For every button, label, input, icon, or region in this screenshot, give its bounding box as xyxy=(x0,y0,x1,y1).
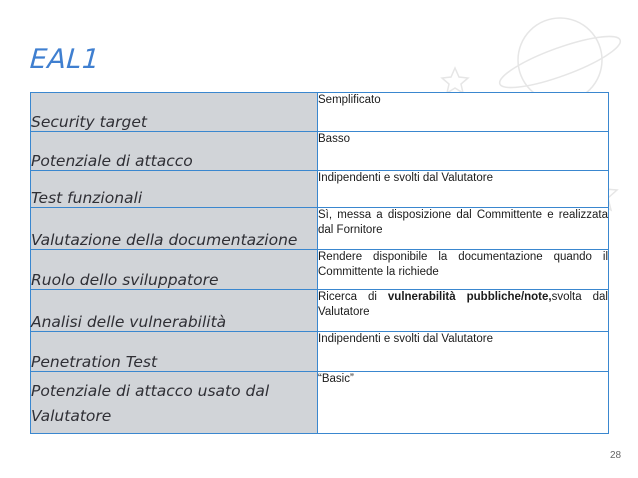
value-suffix: svolta dal Valutatore xyxy=(318,291,608,318)
page-title: EAL1 xyxy=(28,44,101,75)
row-label: Potenziale di attacco usato dal Valutatore xyxy=(31,372,318,434)
value-bold: vulnerabilità pubbliche/note, xyxy=(387,291,552,303)
row-label: Security target xyxy=(31,93,318,132)
value-prefix: Ricerca di xyxy=(318,291,388,303)
row-value: Indipendenti e svolti dal Valutatore xyxy=(318,171,609,208)
row-label: Analisi delle vulnerabilità xyxy=(31,290,318,332)
planet-ring-doodle xyxy=(495,27,625,97)
eal1-table xyxy=(30,92,609,434)
table-row xyxy=(31,250,609,290)
row-label: Valutazione della documentazione xyxy=(31,208,318,250)
table-row xyxy=(31,372,609,434)
table-row xyxy=(31,171,609,208)
row-label: Ruolo dello sviluppatore xyxy=(31,250,318,290)
row-value: “Basic” xyxy=(318,372,609,434)
row-label: Potenziale di attacco xyxy=(31,132,318,171)
row-value xyxy=(318,290,609,332)
row-value: Sì, messa a disposizione dal Committente e realizzata dal Fornitore xyxy=(318,208,609,250)
row-value: Rendere disponibile la documentazione quando il Committente la richiede xyxy=(318,250,609,290)
row-value: Indipendenti e svolti dal Valutatore xyxy=(318,332,609,372)
table-row xyxy=(31,93,609,132)
table-row xyxy=(31,132,609,171)
table-row xyxy=(31,290,609,332)
page-number: 28 xyxy=(610,450,622,461)
row-label: Penetration Test xyxy=(31,332,318,372)
row-value: Basso xyxy=(318,132,609,171)
row-label: Test funzionali xyxy=(31,171,318,208)
table-row xyxy=(31,332,609,372)
star-doodle xyxy=(442,68,468,93)
row-value: Semplificato xyxy=(318,93,609,132)
table-row xyxy=(31,208,609,250)
planet-doodle xyxy=(518,18,602,102)
